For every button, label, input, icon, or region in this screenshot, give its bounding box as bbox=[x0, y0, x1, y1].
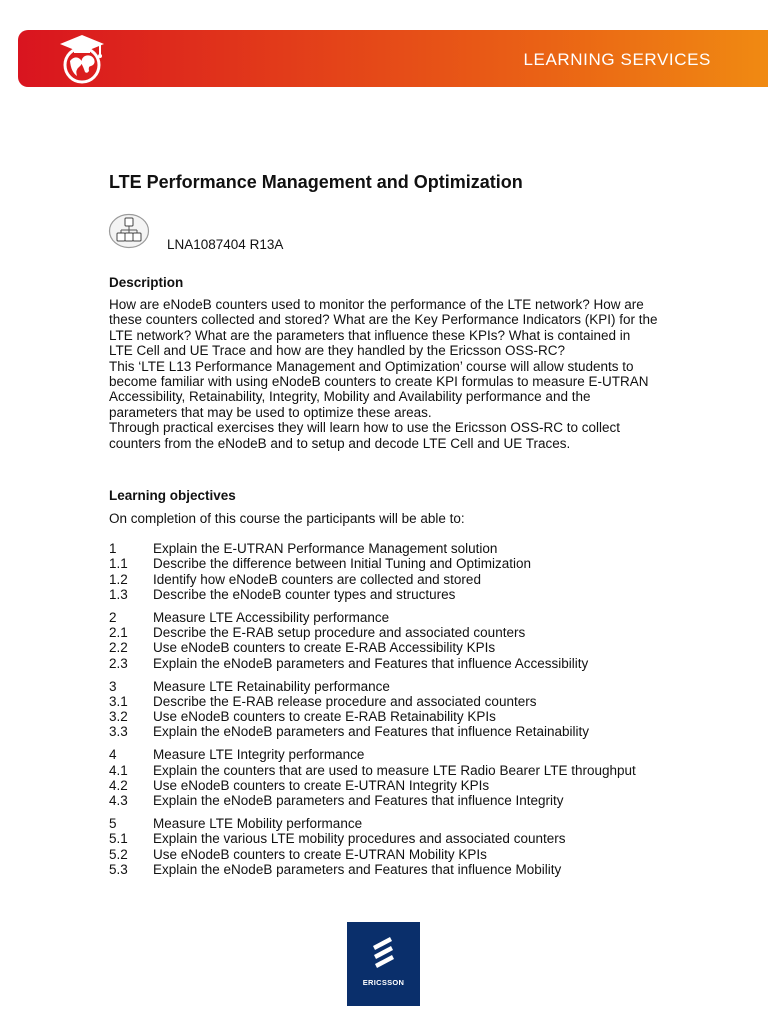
objectives-intro: On completion of this course the participants will be able to: bbox=[109, 511, 465, 526]
banner-title: LEARNING SERVICES bbox=[523, 50, 711, 69]
objective-text: Explain the eNodeB parameters and Features that influence Retainability bbox=[153, 724, 590, 740]
objective-text: Describe the eNodeB counter types and structures bbox=[153, 586, 456, 602]
objective-group bbox=[109, 747, 749, 808]
objective-number: 4.3 bbox=[109, 793, 128, 809]
objective-row bbox=[109, 862, 749, 877]
description-heading: Description bbox=[109, 275, 184, 290]
objectives-heading: Learning objectives bbox=[109, 488, 236, 503]
objective-number: 1 bbox=[109, 541, 117, 556]
objective-number: 4.2 bbox=[109, 777, 128, 793]
objective-text: Measure LTE Retainability performance bbox=[153, 678, 390, 694]
objective-group bbox=[109, 816, 749, 877]
ericsson-mark-icon bbox=[371, 935, 397, 969]
objective-number: 4 bbox=[109, 747, 117, 763]
objective-number: 2.1 bbox=[109, 625, 128, 641]
objective-group bbox=[109, 679, 749, 740]
objective-number: 5.2 bbox=[109, 846, 128, 862]
objective-row bbox=[109, 778, 749, 793]
objective-row bbox=[109, 587, 749, 602]
header-banner bbox=[18, 30, 768, 87]
ericsson-logo bbox=[347, 922, 420, 1006]
objective-number: 1.3 bbox=[109, 586, 128, 602]
objective-row bbox=[109, 640, 749, 655]
objective-row bbox=[109, 747, 749, 762]
objective-text: Describe the E-RAB release procedure and associated counters bbox=[153, 693, 537, 709]
course-code: LNA1087404 R13A bbox=[167, 237, 284, 252]
objective-number: 2.3 bbox=[109, 655, 128, 671]
objective-row bbox=[109, 724, 749, 739]
page-title: LTE Performance Management and Optimization bbox=[109, 172, 523, 192]
objective-row bbox=[109, 679, 749, 694]
objective-text: Explain the counters that are used to measure LTE Radio Bearer LTE throughput bbox=[153, 762, 636, 778]
objective-group bbox=[109, 610, 749, 671]
objective-text: Explain the E-UTRAN Performance Management solution bbox=[153, 541, 498, 556]
objective-row bbox=[109, 541, 749, 556]
objective-row bbox=[109, 816, 749, 831]
objective-text: Use eNodeB counters to create E-UTRAN Mobility KPIs bbox=[153, 846, 487, 862]
objective-number: 1.1 bbox=[109, 556, 128, 572]
objective-row bbox=[109, 656, 749, 671]
objective-row bbox=[109, 694, 749, 709]
network-hierarchy-icon bbox=[108, 213, 150, 249]
description-line: How are eNodeB counters used to monitor the performance of the LTE network? How are bbox=[109, 297, 644, 312]
objective-row bbox=[109, 709, 749, 724]
objective-text: Describe the E-RAB setup procedure and associated counters bbox=[153, 625, 526, 641]
objective-row bbox=[109, 847, 749, 862]
objective-row bbox=[109, 763, 749, 778]
objective-text: Explain the eNodeB parameters and Features that influence Accessibility bbox=[153, 655, 589, 671]
objective-row bbox=[109, 572, 749, 587]
objective-number: 5.3 bbox=[109, 862, 128, 878]
description-line: Accessibility, Retainability, Integrity, Mobility and Availability performance and the bbox=[109, 389, 591, 405]
objective-number: 2 bbox=[109, 609, 117, 625]
objective-text: Identify how eNodeB counters are collected and stored bbox=[153, 571, 481, 587]
objective-number: 5.1 bbox=[109, 831, 128, 847]
objectives-list bbox=[109, 541, 749, 885]
objective-text: Explain the eNodeB parameters and Features that influence Integrity bbox=[153, 793, 564, 809]
objective-text: Measure LTE Accessibility performance bbox=[153, 609, 390, 625]
objective-row bbox=[109, 831, 749, 846]
objective-number: 3.1 bbox=[109, 693, 128, 709]
description-line: LTE Cell and UE Trace and how are they handled by the Ericsson OSS-RC? bbox=[109, 343, 565, 359]
description-text bbox=[109, 297, 749, 451]
objective-row bbox=[109, 610, 749, 625]
objective-text: Use eNodeB counters to create E-RAB Accessibility KPIs bbox=[153, 640, 496, 656]
objective-text: Explain the eNodeB parameters and Features that influence Mobility bbox=[153, 862, 562, 878]
description-line: This ‘LTE L13 Performance Management and Optimization’ course will allow students to bbox=[109, 358, 634, 374]
description-line: counters from the eNodeB and to setup and decode LTE Cell and UE Traces. bbox=[109, 435, 571, 451]
objective-number: 3 bbox=[109, 678, 117, 694]
objective-number: 1.2 bbox=[109, 571, 128, 587]
objective-row bbox=[109, 556, 749, 571]
objective-text: Use eNodeB counters to create E-RAB Retainability KPIs bbox=[153, 709, 496, 725]
objective-row bbox=[109, 793, 749, 808]
objective-number: 3.2 bbox=[109, 709, 128, 725]
objective-number: 3.3 bbox=[109, 724, 128, 740]
objective-text: Measure LTE Integrity performance bbox=[153, 747, 365, 763]
description-line: Through practical exercises they will learn how to use the Ericsson OSS-RC to collect bbox=[109, 420, 620, 436]
objective-group bbox=[109, 541, 749, 602]
description-line: these counters collected and stored? What are the Key Performance Indicators (KPI) for the bbox=[109, 312, 658, 328]
graduation-globe-icon bbox=[54, 33, 110, 85]
ericsson-wordmark: ERICSSON bbox=[362, 978, 405, 987]
description-line: become familiar with using eNodeB counters to create KPI formulas to measure E-UTRAN bbox=[109, 374, 649, 390]
objective-text: Explain the various LTE mobility procedures and associated counters bbox=[153, 831, 566, 847]
objective-number: 5 bbox=[109, 816, 117, 832]
objective-text: Use eNodeB counters to create E-UTRAN Integrity KPIs bbox=[153, 777, 490, 793]
objective-text: Measure LTE Mobility performance bbox=[153, 816, 363, 832]
description-line: LTE network? What are the parameters that influence these KPIs? What is contained in bbox=[109, 327, 631, 343]
objective-number: 2.2 bbox=[109, 640, 128, 656]
objective-text: Describe the difference between Initial Tuning and Optimization bbox=[153, 556, 531, 572]
objective-row bbox=[109, 625, 749, 640]
description-line: parameters that may be used to optimize these areas. bbox=[109, 404, 432, 420]
objective-number: 4.1 bbox=[109, 762, 128, 778]
